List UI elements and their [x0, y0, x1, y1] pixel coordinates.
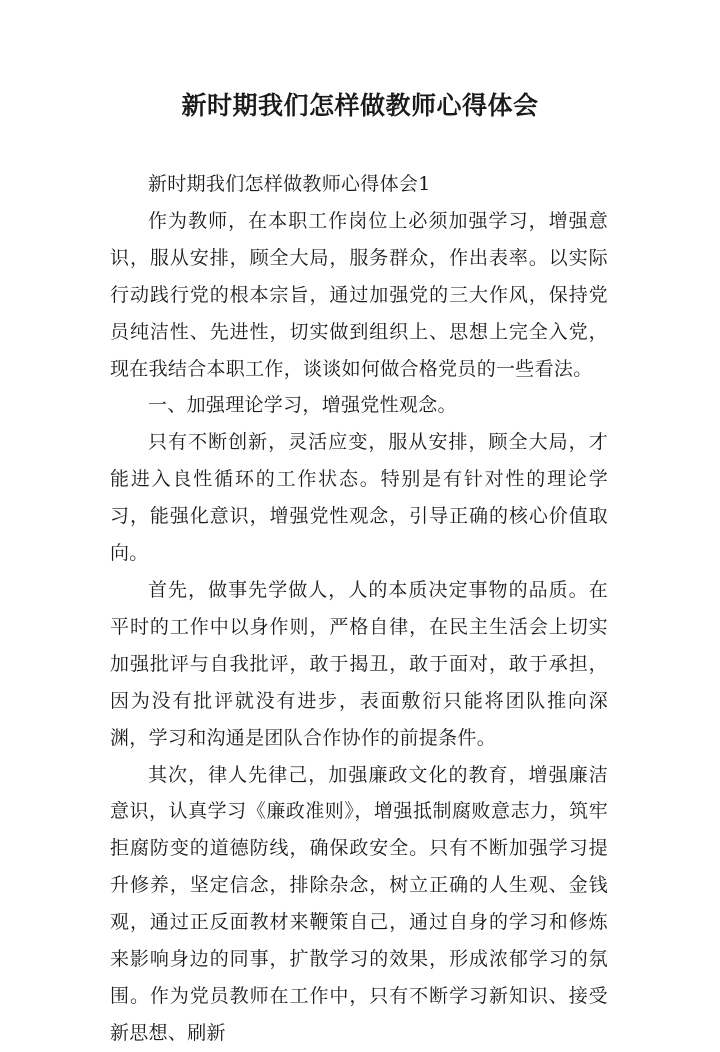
paragraph-subtitle: 新时期我们怎样做教师心得体会1 — [148, 173, 431, 195]
document-title: 新时期我们怎样做教师心得体会 — [181, 91, 539, 120]
paragraph: 作为教师，在本职工作岗位上必须加强学习，增强意识，服从安排，顾全大局，服务群众，作出表率。以实际行动践行党的根本宗旨，通过加强党的三大作风，保持党员纯洁性、先进性，切实做到组织上、思想上完全入党，现在我结合本职工作，谈谈如何做合格党员的一些看法。 — [110, 209, 608, 380]
paragraph: 只有不断创新，灵活应变，服从安排，顾全大局，才能进入良性循环的工作状态。特别是有针对性的理论学习，能强化意识，增强党性观念，引导正确的核心价值取向。 — [110, 431, 608, 565]
paragraph: 其次，律人先律己，加强廉政文化的教育，增强廉洁意识，认真学习《廉政准则》，增强抵制腐败意志力，筑牢拒腐防变的道德防线，确保政安全。只有不断加强学习提升修养，坚定信念，排除杂念，树立正确的人生观、金钱观，通过正反面教材来鞭策自己，通过自身的学习和修炼来影响身边的同事，扩散学习的效果，形成浓郁学习的氛围。作为党员教师在工作中，只有不断学习新知识、接受新思想、刷新 — [110, 763, 608, 1044]
document-body — [110, 166, 608, 1052]
paragraph: 首先，做事先学做人，人的本质决定事物的品质。在平时的工作中以身作则，严格自律，在民主生活会上切实加强批评与自我批评，敢于揭丑，敢于面对，敢于承担，因为没有批评就没有进步，表面敷衍只能将团队推向深渊，学习和沟通是团队合作协作的前提条件。 — [110, 578, 608, 749]
section-heading: 一、加强理论学习，增强党性观念。 — [148, 394, 457, 417]
